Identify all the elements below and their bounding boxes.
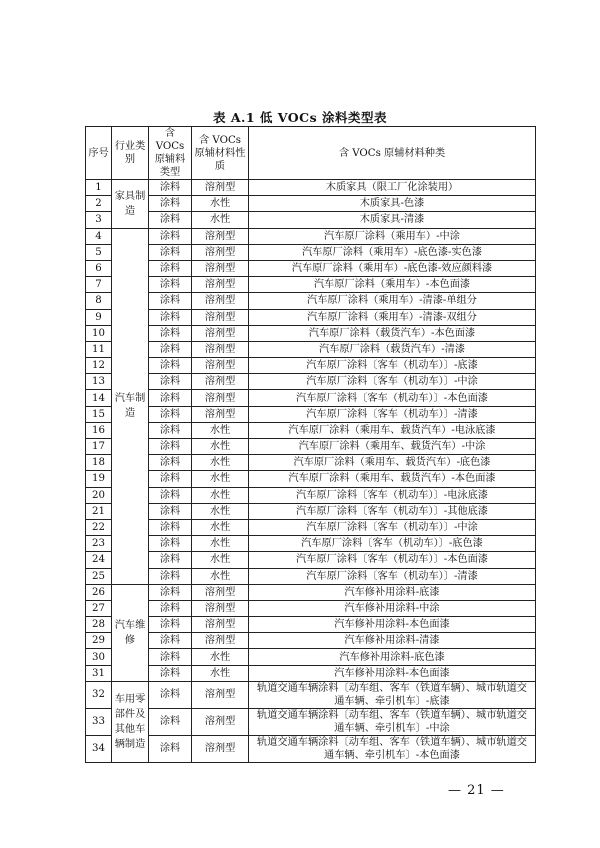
cell-material-nature: 水性 <box>192 422 249 438</box>
cell-material-kind: 汽车原厂涂料〔客车（机动车）〕-电泳底漆 <box>249 487 536 503</box>
cell-serial-no: 34 <box>86 735 112 762</box>
cell-serial-no: 7 <box>86 277 112 293</box>
cell-serial-no: 30 <box>86 649 112 665</box>
cell-material-kind: 汽车原厂涂料（乘用车）-底色漆-实色漆 <box>249 244 536 260</box>
cell-material-kind: 汽车原厂涂料〔客车（机动车）〕-本色面漆 <box>249 552 536 568</box>
table-row <box>86 374 536 390</box>
cell-material-type: 涂料 <box>149 487 192 503</box>
cell-material-kind: 汽车原厂涂料〔客车（机动车）〕-中涂 <box>249 519 536 535</box>
cell-material-kind: 木质家具-色漆 <box>249 196 536 212</box>
cell-serial-no: 15 <box>86 406 112 422</box>
cell-material-type: 涂料 <box>149 325 192 341</box>
table-row <box>86 325 536 341</box>
cell-serial-no: 4 <box>86 228 112 244</box>
cell-material-kind: 汽车原厂涂料（乘用车）-清漆-双组分 <box>249 309 536 325</box>
cell-material-type: 涂料 <box>149 665 192 681</box>
table-row <box>86 649 536 665</box>
cell-material-nature: 水性 <box>192 568 249 584</box>
table-row <box>86 358 536 374</box>
cell-material-type: 涂料 <box>149 390 192 406</box>
cell-serial-no: 9 <box>86 309 112 325</box>
cell-material-kind: 汽车原厂涂料〔客车（机动车）〕-其他底漆 <box>249 503 536 519</box>
table-row <box>86 422 536 438</box>
cell-serial-no: 31 <box>86 665 112 681</box>
cell-material-nature: 溶剂型 <box>192 341 249 357</box>
cell-material-kind: 汽车原厂涂料（载货汽车）-清漆 <box>249 341 536 357</box>
cell-material-type: 涂料 <box>149 633 192 649</box>
cell-material-nature: 溶剂型 <box>192 244 249 260</box>
cell-material-type: 涂料 <box>149 455 192 471</box>
cell-material-nature: 溶剂型 <box>192 617 249 633</box>
cell-material-type: 涂料 <box>149 681 192 708</box>
cell-material-kind: 汽车原厂涂料〔客车（机动车）〕-底漆 <box>249 358 536 374</box>
cell-material-kind: 木质家具（限工厂化涂装用） <box>249 180 536 196</box>
cell-material-kind: 汽车修补用涂料-本色面漆 <box>249 617 536 633</box>
header-material-nature: 含 VOCs 原辅材料性质 <box>192 127 249 180</box>
cell-material-type: 涂料 <box>149 584 192 600</box>
header-industry: 行业类别 <box>112 127 149 180</box>
cell-serial-no: 23 <box>86 536 112 552</box>
cell-serial-no: 19 <box>86 471 112 487</box>
cell-serial-no: 17 <box>86 439 112 455</box>
cell-material-kind: 轨道交通车辆涂料〔动车组、客车（铁道车辆）、城市轨道交通车辆、牵引机车〕-中涂 <box>249 708 536 735</box>
cell-serial-no: 32 <box>86 681 112 708</box>
cell-material-kind: 汽车原厂涂料（载货汽车）-本色面漆 <box>249 325 536 341</box>
cell-material-nature: 水性 <box>192 471 249 487</box>
cell-material-type: 涂料 <box>149 471 192 487</box>
table-row <box>86 228 536 244</box>
cell-material-kind: 汽车原厂涂料（乘用车）-清漆-单组分 <box>249 293 536 309</box>
cell-material-nature: 水性 <box>192 503 249 519</box>
cell-material-nature: 溶剂型 <box>192 260 249 276</box>
cell-material-nature: 溶剂型 <box>192 228 249 244</box>
cell-material-nature: 水性 <box>192 665 249 681</box>
cell-material-nature: 溶剂型 <box>192 735 249 762</box>
table-row <box>86 503 536 519</box>
cell-serial-no: 5 <box>86 244 112 260</box>
cell-material-nature: 溶剂型 <box>192 309 249 325</box>
table-row <box>86 293 536 309</box>
table-row <box>86 735 536 762</box>
cell-material-kind: 汽车原厂涂料（乘用车）-中涂 <box>249 228 536 244</box>
cell-material-type: 涂料 <box>149 260 192 276</box>
cell-serial-no: 3 <box>86 212 112 228</box>
cell-material-type: 涂料 <box>149 212 192 228</box>
header-serial-no: 序号 <box>86 127 112 180</box>
cell-serial-no: 8 <box>86 293 112 309</box>
page-number: — 21 — <box>448 783 505 798</box>
cell-material-nature: 水性 <box>192 487 249 503</box>
cell-material-kind: 汽车原厂涂料（乘用车）-本色面漆 <box>249 277 536 293</box>
table-row <box>86 309 536 325</box>
cell-material-nature: 溶剂型 <box>192 406 249 422</box>
cell-material-type: 涂料 <box>149 422 192 438</box>
cell-serial-no: 13 <box>86 374 112 390</box>
cell-material-type: 涂料 <box>149 293 192 309</box>
cell-material-type: 涂料 <box>149 552 192 568</box>
table-row <box>86 406 536 422</box>
table-row <box>86 487 536 503</box>
cell-material-nature: 溶剂型 <box>192 358 249 374</box>
cell-material-nature: 溶剂型 <box>192 708 249 735</box>
cell-industry: 汽车维修 <box>112 584 149 681</box>
cell-material-nature: 水性 <box>192 439 249 455</box>
table-row <box>86 536 536 552</box>
table-row <box>86 196 536 212</box>
cell-material-type: 涂料 <box>149 519 192 535</box>
table-row <box>86 552 536 568</box>
cell-serial-no: 12 <box>86 358 112 374</box>
cell-material-type: 涂料 <box>149 309 192 325</box>
cell-serial-no: 25 <box>86 568 112 584</box>
cell-serial-no: 6 <box>86 260 112 276</box>
table-row <box>86 600 536 616</box>
cell-material-type: 涂料 <box>149 244 192 260</box>
cell-material-nature: 溶剂型 <box>192 390 249 406</box>
cell-material-kind: 汽车原厂涂料（乘用车、载货汽车）-本色面漆 <box>249 471 536 487</box>
cell-material-nature: 溶剂型 <box>192 600 249 616</box>
table-row <box>86 617 536 633</box>
cell-serial-no: 16 <box>86 422 112 438</box>
cell-industry: 汽车制造 <box>112 228 149 584</box>
cell-material-nature: 水性 <box>192 536 249 552</box>
cell-serial-no: 2 <box>86 196 112 212</box>
cell-material-kind: 轨道交通车辆涂料〔动车组、客车（铁道车辆）、城市轨道交通车辆、牵引机车〕-本色面漆 <box>249 735 536 762</box>
cell-material-kind: 汽车修补用涂料-底色漆 <box>249 649 536 665</box>
cell-serial-no: 22 <box>86 519 112 535</box>
cell-material-type: 涂料 <box>149 649 192 665</box>
cell-serial-no: 10 <box>86 325 112 341</box>
cell-material-kind: 汽车原厂涂料〔客车（机动车）〕-本色面漆 <box>249 390 536 406</box>
cell-industry: 车用零部件及其他车辆制造 <box>112 681 149 762</box>
cell-material-type: 涂料 <box>149 735 192 762</box>
table-row <box>86 260 536 276</box>
cell-material-kind: 汽车原厂涂料（乘用车、载货汽车）-中涂 <box>249 439 536 455</box>
cell-material-kind: 汽车原厂涂料（乘用车、载货汽车）-电泳底漆 <box>249 422 536 438</box>
table-row <box>86 244 536 260</box>
cell-material-type: 涂料 <box>149 180 192 196</box>
cell-material-kind: 木质家具-清漆 <box>249 212 536 228</box>
table-header-row <box>86 127 536 180</box>
cell-material-kind: 汽车修补用涂料-中涂 <box>249 600 536 616</box>
cell-serial-no: 27 <box>86 600 112 616</box>
cell-material-kind: 汽车原厂涂料〔客车（机动车）〕-清漆 <box>249 406 536 422</box>
cell-material-nature: 水性 <box>192 519 249 535</box>
table-row <box>86 439 536 455</box>
table-row <box>86 341 536 357</box>
table-row <box>86 455 536 471</box>
cell-material-kind: 汽车原厂涂料〔客车（机动车）〕-清漆 <box>249 568 536 584</box>
cell-material-nature: 溶剂型 <box>192 374 249 390</box>
cell-material-kind: 汽车原厂涂料（乘用车）-底色漆-效应颜料漆 <box>249 260 536 276</box>
cell-material-type: 涂料 <box>149 358 192 374</box>
table-row <box>86 633 536 649</box>
cell-material-nature: 溶剂型 <box>192 180 249 196</box>
cell-material-type: 涂料 <box>149 568 192 584</box>
table-row <box>86 471 536 487</box>
cell-serial-no: 28 <box>86 617 112 633</box>
table-row <box>86 180 536 196</box>
cell-material-type: 涂料 <box>149 341 192 357</box>
cell-material-nature: 溶剂型 <box>192 681 249 708</box>
cell-material-nature: 溶剂型 <box>192 584 249 600</box>
cell-material-kind: 汽车修补用涂料-底漆 <box>249 584 536 600</box>
table-row <box>86 212 536 228</box>
cell-serial-no: 26 <box>86 584 112 600</box>
cell-material-nature: 水性 <box>192 552 249 568</box>
cell-material-nature: 溶剂型 <box>192 633 249 649</box>
cell-material-type: 涂料 <box>149 374 192 390</box>
cell-material-type: 涂料 <box>149 617 192 633</box>
cell-material-type: 涂料 <box>149 503 192 519</box>
cell-material-nature: 水性 <box>192 649 249 665</box>
cell-serial-no: 24 <box>86 552 112 568</box>
cell-material-kind: 汽车原厂涂料〔客车（机动车）〕-中涂 <box>249 374 536 390</box>
table-row <box>86 584 536 600</box>
cell-serial-no: 29 <box>86 633 112 649</box>
table-title: 表 A.1 低 VOCs 涂料类型表 <box>212 110 387 125</box>
cell-material-type: 涂料 <box>149 708 192 735</box>
table-row <box>86 568 536 584</box>
voc-coating-table <box>85 126 536 763</box>
cell-material-kind: 汽车修补用涂料-本色面漆 <box>249 665 536 681</box>
cell-material-kind: 汽车原厂涂料〔客车（机动车）〕-底色漆 <box>249 536 536 552</box>
cell-material-nature: 溶剂型 <box>192 325 249 341</box>
table-row <box>86 277 536 293</box>
cell-material-nature: 溶剂型 <box>192 277 249 293</box>
cell-material-kind: 汽车原厂涂料（乘用车、载货汽车）-底色漆 <box>249 455 536 471</box>
cell-serial-no: 20 <box>86 487 112 503</box>
cell-material-type: 涂料 <box>149 536 192 552</box>
cell-serial-no: 21 <box>86 503 112 519</box>
cell-material-type: 涂料 <box>149 277 192 293</box>
cell-material-type: 涂料 <box>149 228 192 244</box>
table-row <box>86 681 536 708</box>
cell-material-nature: 溶剂型 <box>192 293 249 309</box>
table-row <box>86 519 536 535</box>
header-material-kind: 含 VOCs 原辅材料种类 <box>249 127 536 180</box>
table-row <box>86 665 536 681</box>
cell-material-kind: 轨道交通车辆涂料〔动车组、客车（铁道车辆）、城市轨道交通车辆、牵引机车〕-底漆 <box>249 681 536 708</box>
cell-serial-no: 14 <box>86 390 112 406</box>
cell-material-kind: 汽车修补用涂料-清漆 <box>249 633 536 649</box>
cell-serial-no: 33 <box>86 708 112 735</box>
cell-material-type: 涂料 <box>149 196 192 212</box>
table-row <box>86 708 536 735</box>
cell-serial-no: 18 <box>86 455 112 471</box>
table-row <box>86 390 536 406</box>
header-material-type: 含 VOCs 原辅料类型 <box>149 127 192 180</box>
table-body <box>86 180 536 763</box>
cell-serial-no: 11 <box>86 341 112 357</box>
cell-material-nature: 水性 <box>192 196 249 212</box>
cell-serial-no: 1 <box>86 180 112 196</box>
cell-material-nature: 水性 <box>192 455 249 471</box>
cell-material-type: 涂料 <box>149 406 192 422</box>
cell-material-type: 涂料 <box>149 439 192 455</box>
cell-material-nature: 水性 <box>192 212 249 228</box>
cell-material-type: 涂料 <box>149 600 192 616</box>
cell-industry: 家具制造 <box>112 180 149 229</box>
